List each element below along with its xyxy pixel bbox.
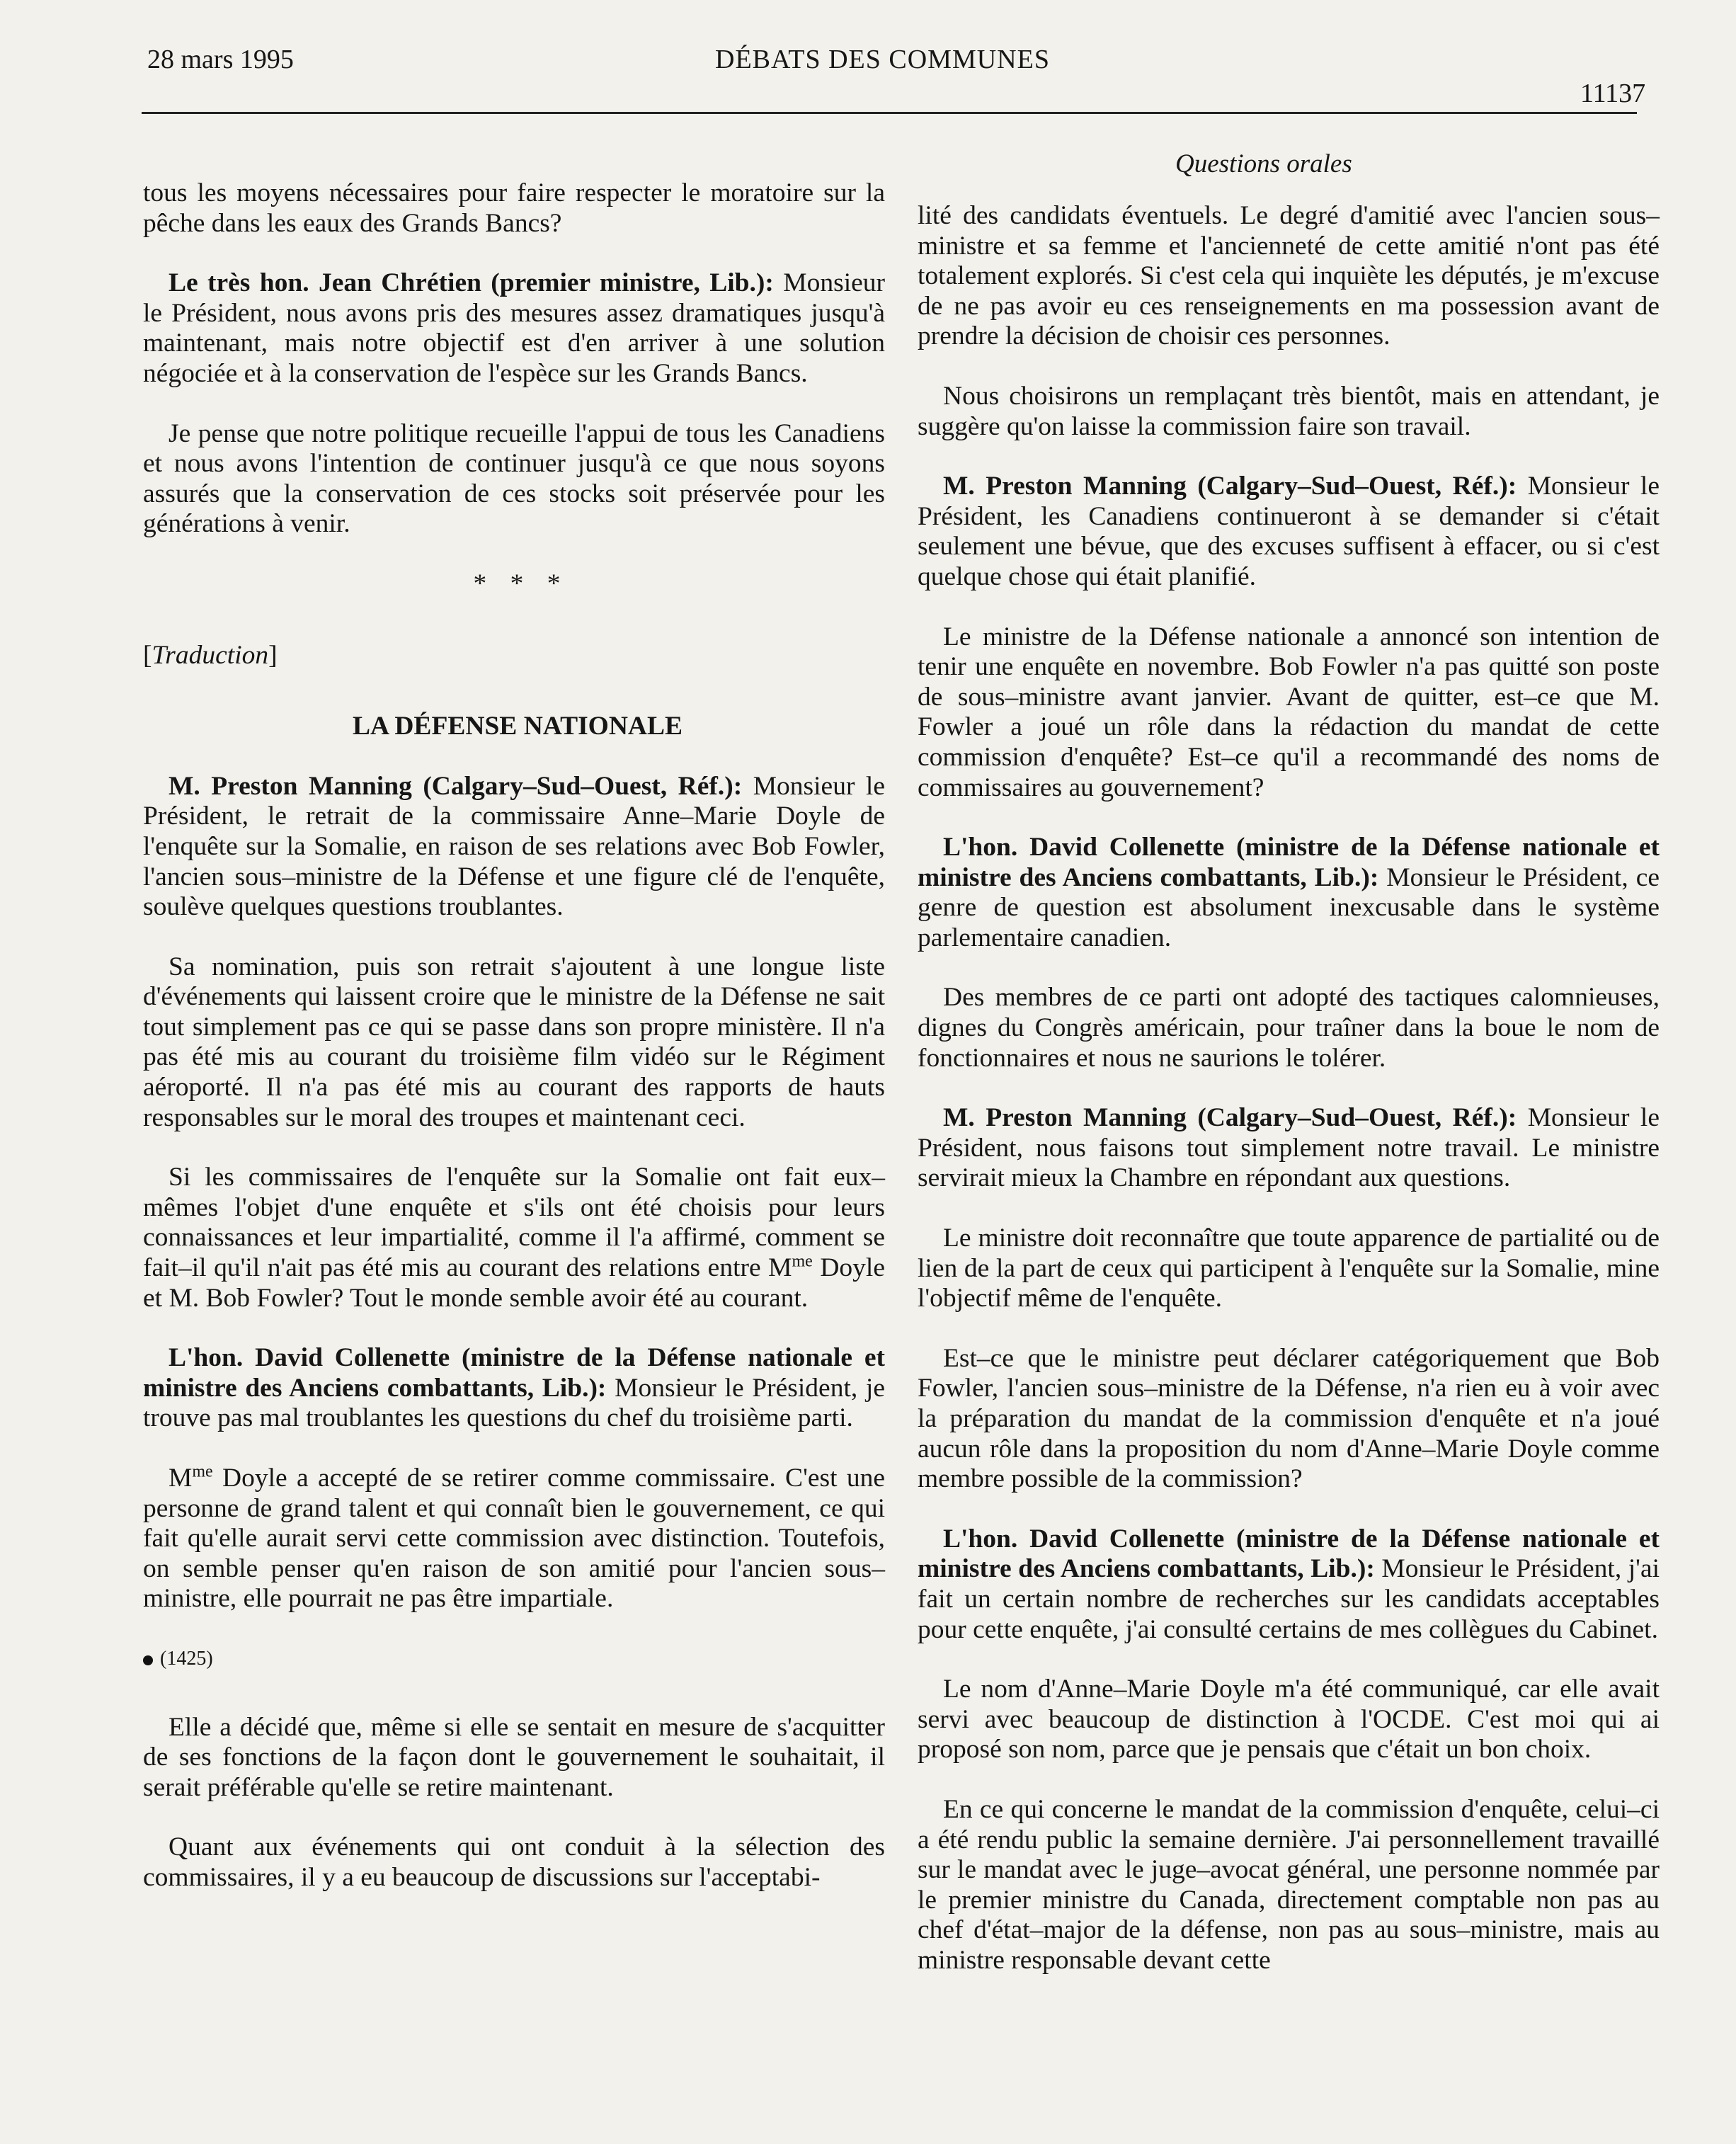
- paragraph: Sa nomination, puis son retrait s'ajoutent à une longue liste d'événements qui laissent croire que le ministre de la Défense ne sait tout simplement pas ce qui se passe dans son propre ministère. Il n'a pas été mis au courant du troisième film vidéo sur le Régiment aéroporté. Il n'a pas été mis au courant des rapports de hauts responsables sur le moral des troupes et maintenant ceci.: [143, 952, 885, 1132]
- section-separator: * * *: [473, 569, 569, 598]
- paragraph: tous les moyens nécessaires pour faire respecter le moratoire sur la pêche dans les eaux des Grands Bancs?: [143, 178, 885, 238]
- speaker-name: M. Preston Manning (Calgary–Sud–Ouest, Réf.):: [943, 472, 1517, 501]
- header-title: DÉBATS DES COMMUNES: [715, 45, 1050, 74]
- paragraph: Le ministre doit reconnaître que toute apparence de partialité ou de lien de la part de ceux qui participent à l'enquête sur la Somalie, mine l'objectif même de l'enquête.: [918, 1224, 1660, 1313]
- header-date: 28 mars 1995: [147, 45, 294, 74]
- speaker-name: M. Preston Manning (Calgary–Sud–Ouest, Réf.):: [169, 771, 743, 801]
- paragraph: lité des candidats éventuels. Le degré d'amitié avec l'ancien sous–ministre et sa femme et l'ancienneté de cette amitié n'ont pas été totalement explorés. Si c'est cela qui inquiète les députés, je m'excuse de ne pas avoir eu ces renseignements en ma possession avant de prendre la décision de choisir ces personnes.: [918, 201, 1660, 351]
- speaker-name: L'hon. David Collenette (ministre de la Défense nationale et ministre des Anciens combattants, Lib.):: [918, 1524, 1660, 1584]
- page-number: 11137: [1580, 79, 1646, 108]
- paragraph: L'hon. David Collenette (ministre de la Défense nationale et ministre des Anciens combattants, Lib.): Monsieur le Président, j'ai fait un certain nombre de recherches sur les candidats acceptables pour cette enquête, j'ai consulté certains de mes collègues du Cabinet.: [918, 1524, 1660, 1644]
- speaker-name: L'hon. David Collenette (ministre de la Défense nationale et ministre des Anciens combattants, Lib.):: [143, 1343, 885, 1403]
- paragraph: L'hon. David Collenette (ministre de la Défense nationale et ministre des Anciens combattants, Lib.): Monsieur le Président, ce genre de question est absolument inexcusable dans le système parlementaire canadien.: [918, 833, 1660, 952]
- left-column: [143, 178, 885, 1923]
- paragraph: Si les commissaires de l'enquête sur la Somalie ont fait eux–mêmes l'objet d'une enquête et s'ils ont été choisis pour leurs connaissances et leur impartialité, comme il l'a affirmé, comment se fait–il qu'il n'ait pas été mis au courant des relations entre $M^{me}$ Doyle et M. Bob Fowler? Tout le monde semble avoir été au courant.: [143, 1163, 885, 1313]
- paragraph: Quant aux événements qui ont conduit à la sélection des commissaires, il y a eu beaucoup de discussions sur l'acceptabi-: [143, 1832, 885, 1892]
- paragraph: Le très hon. Jean Chrétien (premier ministre, Lib.): Monsieur le Président, nous avons pris des mesures assez dramatiques jusqu'à maintenant, mais notre objectif est d'en arriver à une solution négociée et à la conservation de l'espèce sur les Grands Bancs.: [143, 268, 885, 388]
- header-rule: [142, 112, 1637, 114]
- paragraph: En ce qui concerne le mandat de la commission d'enquête, celui–ci a été rendu public la semaine dernière. J'ai personnellement travaillé sur le mandat avec le juge–avocat général, une personne nommée par le premier ministre du Canada, directement comptable non pas au chef d'état–major de la défense, non pas au sous–ministre, mais au ministre responsable devant cette: [918, 1794, 1660, 1975]
- speaker-name: M. Preston Manning (Calgary–Sud–Ouest, Réf.):: [943, 1103, 1517, 1133]
- section-heading: LA DÉFENSE NATIONALE: [352, 712, 683, 741]
- paragraph: M. Preston Manning (Calgary–Sud–Ouest, Réf.): Monsieur le Président, nous faisons tout simplement notre travail. Le ministre servirait mieux la Chambre en répondant aux questions.: [918, 1103, 1660, 1193]
- paragraph: Elle a décidé que, même si elle se sentait en mesure de s'acquitter de ses fonctions de la façon dont le gouvernement le souhaitait, il serait préférable qu'elle se retire maintenant.: [143, 1712, 885, 1802]
- translation-note: [Traduction]: [143, 640, 278, 670]
- paragraph: M. Preston Manning (Calgary–Sud–Ouest, Réf.): Monsieur le Président, les Canadiens continueront à se demander si c'était seulement une bévue, que des excuses suffisent à effacer, ou si c'est quelque chose qui était planifié.: [918, 472, 1660, 591]
- bullet-icon: [143, 1655, 153, 1665]
- speaker-name: Le très hon. Jean Chrétien (premier ministre, Lib.):: [169, 268, 774, 298]
- paragraph: Le ministre de la Défense nationale a annoncé son intention de tenir une enquête en novembre. Bob Fowler n'a pas quitté son poste de sous–ministre avant janvier. Avant de quitter, est–ce que M. Fowler a joué un rôle dans la rédaction du mandat de cette commission d'enquête? Est–ce qu'il a recommandé des noms de commissaires au gouvernement?: [918, 622, 1660, 802]
- paragraph: Des membres de ce parti ont adopté des tactiques calomnieuses, dignes du Congrès américain, pour traîner dans la boue le nom de fonctionnaires et nous ne saurions le tolérer.: [918, 983, 1660, 1073]
- paragraph: Est–ce que le ministre peut déclarer catégoriquement que Bob Fowler, l'ancien sous–ministre de la Défense, n'a rien eu à voir avec la préparation du mandat de la commission d'enquête et n'a joué aucun rôle dans la proposition du nom d'Anne–Marie Doyle comme membre possible de la commission?: [918, 1343, 1660, 1494]
- time-marker: (1425): [143, 1644, 885, 1675]
- speaker-name: L'hon. David Collenette (ministre de la Défense nationale et ministre des Anciens combattants, Lib.):: [918, 833, 1660, 892]
- paragraph: $M^{me}$ Doyle a accepté de se retirer comme commissaire. C'est une personne de grand talent et qui connaît bien le gouvernement, ce qui fait qu'elle aurait servi cette commission avec distinction. Toutefois, on semble penser qu'en raison de son amitié pour l'ancien sous–ministre, elle pourrait ne pas être impartiale.: [143, 1462, 885, 1614]
- paragraph: L'hon. David Collenette (ministre de la Défense nationale et ministre des Anciens combattants, Lib.): Monsieur le Président, je trouve pas mal troublantes les questions du chef du troisième parti.: [143, 1343, 885, 1433]
- section-rubric: Questions orales: [1175, 149, 1352, 178]
- paragraph: Le nom d'Anne–Marie Doyle m'a été communiqué, car elle avait servi avec beaucoup de distinction à l'OCDE. C'est moi qui ai proposé son nom, parce que je pensais que c'était un bon choix.: [918, 1675, 1660, 1764]
- right-column: [918, 201, 1660, 2006]
- paragraph: M. Preston Manning (Calgary–Sud–Ouest, Réf.): Monsieur le Président, le retrait de la commissaire Anne–Marie Doyle de l'enquête sur la Somalie, en raison de ses relations avec Bob Fowler, l'ancien sous–ministre de la Défense et une figure clé de l'enquête, soulève quelques questions troublantes.: [143, 771, 885, 922]
- paragraph: Nous choisirons un remplaçant très bientôt, mais en attendant, je suggère qu'on laisse la commission faire son travail.: [918, 381, 1660, 441]
- paragraph: Je pense que notre politique recueille l'appui de tous les Canadiens et nous avons l'intention de continuer jusqu'à ce que nous soyons assurés que la conservation de ces stocks soit préservée pour les générations à venir.: [143, 418, 885, 539]
